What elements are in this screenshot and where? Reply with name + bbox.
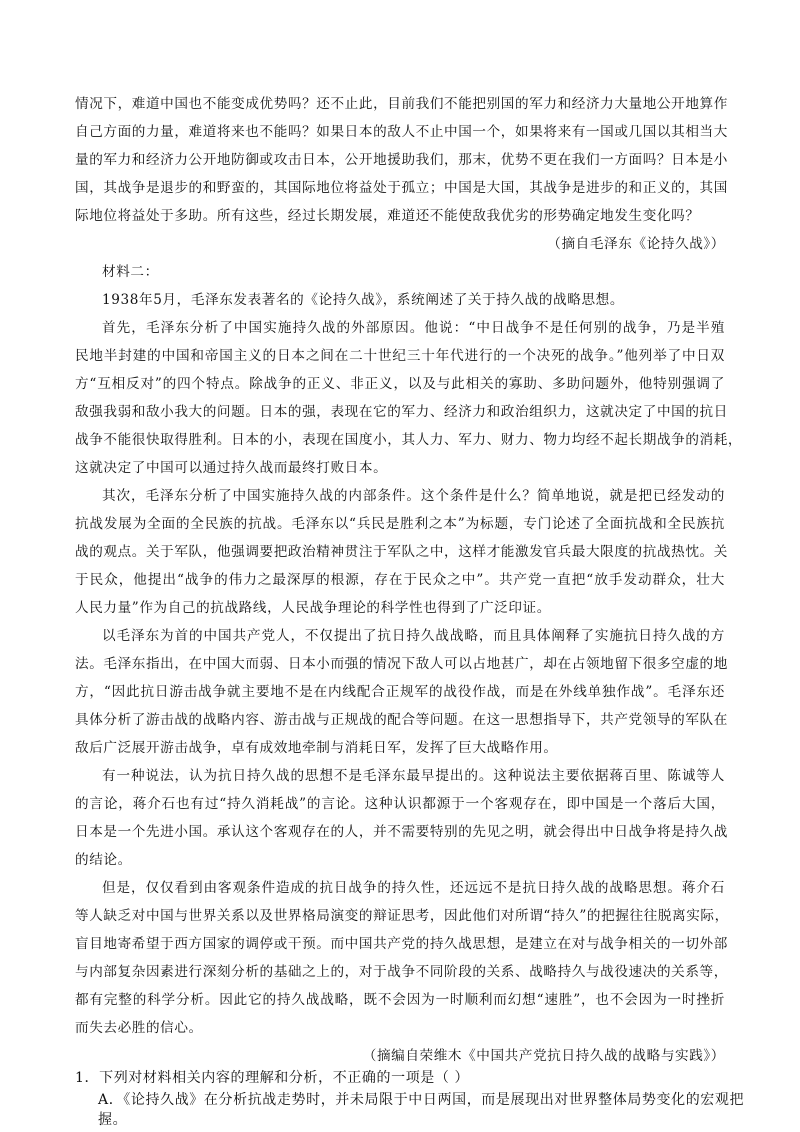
source-citation-1: （摘自毛泽东《论持久战》）: [547, 236, 725, 252]
paragraph3-line: 战争不能很快取得胜利。日本的小，表现在国度小，其人力、军力、财力、物力均经不起长期战争的消耗，: [75, 432, 743, 448]
paragraph7-line: 都有完整的科学分析。因此它的持久战战略，既不会因为一时顺利而幻想“速胜”，也不会因为一时挫折: [75, 992, 725, 1008]
paragraph4-line: 其次，毛泽东分析了中国实施持久战的内部条件。这个条件是什么？简单地说，就是把已经发动的: [102, 488, 725, 504]
paragraph5-line: 敌后广泛展开游击战争，卓有成效地牵制与消耗日军，发挥了巨大战略作用。: [75, 740, 558, 756]
paragraph4-line: 战的观点。关于军队，他强调要把政治精神贯注于军队之中，这样才能激发官兵最大限度的抗战热忱。关: [75, 544, 728, 560]
paragraph4-line: 人民力量”作为自己的抗战路线，人民战争理论的科学性也得到了广泛印证。: [75, 600, 551, 616]
paragraph3-line: 方“互相反对”的四个特点。除战争的正义、非正义，以及与此相关的寡助、多助问题外，他特别强调了: [75, 376, 725, 392]
paragraph5-line: 法。毛泽东指出，在中国大而弱、日本小而强的情况下敌人可以占地甚广，却在占领地留下很多空虚的地: [75, 656, 728, 672]
paragraph7-line: 但是，仅仅看到由客观条件造成的抗日战争的持久性，还远远不是抗日持久战的战略思想。蒋介石: [102, 880, 725, 896]
paragraph6-line: 的结论。: [75, 852, 132, 868]
paragraph1-line: 国，其战争是退步的和野蛮的，其国际地位将益处于孤立；中国是大国，其战争是进步的和正义的，其国: [75, 180, 728, 196]
paragraph5-line: 以毛泽东为首的中国共产党人，不仅提出了抗日持久战战略，而且具体阐释了实施抗日持久战的方: [102, 628, 725, 644]
paragraph5-line: 具体分析了游击战的战略内容、游击战与正规战的配合等问题。在这一思想指导下，共产党领导的军队在: [75, 712, 728, 728]
paragraph3-line: 首先，毛泽东分析了中国实施持久战的外部原因。他说：“中日战争不是任何别的战争，乃是半殖: [102, 320, 725, 336]
option-a-line: 握。: [98, 1112, 128, 1128]
question-1: 1．下列对材料相关内容的理解和分析，不正确的一项是（ ）: [75, 1070, 470, 1086]
paragraph7-line: 等人缺乏对中国与世界关系以及世界格局演变的辩证思考，因此他们对所谓“持久”的把握往往脱离实际，: [75, 908, 729, 924]
paragraph7-line: 盲目地寄希望于西方国家的调停或干预。而中国共产党的持久战思想，是建立在对与战争相关的一切外部: [75, 936, 728, 952]
paragraph4-line: 于民众，他提出“战争的伟力之最深厚的根源，存在于民众之中”。共产党一直把“放手发动群众，壮大: [75, 572, 725, 588]
paragraph3-line: 民地半封建的中国和帝国主义的日本之间在二十世纪三十年代进行的一个决死的战争。”他列举了中日双: [75, 348, 725, 364]
paragraph3-line: 这就决定了中国可以通过持久战而最终打败日本。: [75, 460, 388, 476]
source-citation-2: （摘编自荣维木《中国共产党抗日持久战的战略与实践》）: [362, 1048, 725, 1064]
paragraph5-line: 方，“因此抗日游击战争就主要地不是在内线配合正规军的战役作战，而是在外线单独作战”。毛泽东还: [75, 684, 725, 700]
paragraph6-line: 日本是一个先进小国。承认这个客观存在的人，并不需要特别的先见之明，就会得出中日战争将是持久战: [75, 824, 728, 840]
paragraph6-line: 的言论，蒋介石也有过“持久消耗战”的言论。这种认识都源于一个客观存在，即中国是一个落后大国，: [75, 796, 725, 812]
paragraph1-line: 量的军力和经济力公开地防御或攻击日本，公开地援助我们，那末，优势不更在我们一方面吗？日本是小: [75, 152, 728, 168]
paragraph1-line: 际地位将益处于多助。所有这些，经过长期发展，难道还不能使敌我优劣的形势确定地发生变化吗？: [75, 208, 700, 224]
paragraph1-line: 自己方面的力量，难道将来也不能吗？如果日本的敌人不止中国一个，如果将来有一国或几国以其相当大: [75, 124, 728, 140]
paragraph1-line: 情况下，难道中国也不能变成优势吗？还不止此，目前我们不能把别国的军力和经济力大量地公开地算作: [75, 96, 728, 112]
paragraph4-line: 抗战发展为全面的全民族的抗战。毛泽东以“兵民是胜利之本”为标题，专门论述了全面抗战和全民族抗: [75, 516, 725, 532]
paragraph3-line: 敌强我弱和敌小我大的问题。日本的强，表现在它的军力、经济力和政治组织力，这就决定了中国的抗日: [75, 404, 728, 420]
paragraph6-line: 有一种说法，认为抗日持久战的思想不是毛泽东最早提出的。这种说法主要依据蒋百里、陈诚等人: [102, 768, 725, 784]
paragraph7-line: 与内部复杂因素进行深刻分析的基础之上的，对于战争不同阶段的关系、战略持久与战役速决的关系等，: [75, 964, 728, 980]
paragraph2: 1938年5月，毛泽东发表著名的《论持久战》，系统阐述了关于持久战的战略思想。: [102, 292, 625, 308]
option-a-line: A．《论持久战》在分析抗战走势时，并未局限于中日两国，而是展现出对世界整体局势变化的宏观把: [98, 1092, 745, 1108]
paragraph7-line: 而失去必胜的信心。: [75, 1020, 203, 1036]
material2-heading: 材料二：: [102, 264, 159, 280]
